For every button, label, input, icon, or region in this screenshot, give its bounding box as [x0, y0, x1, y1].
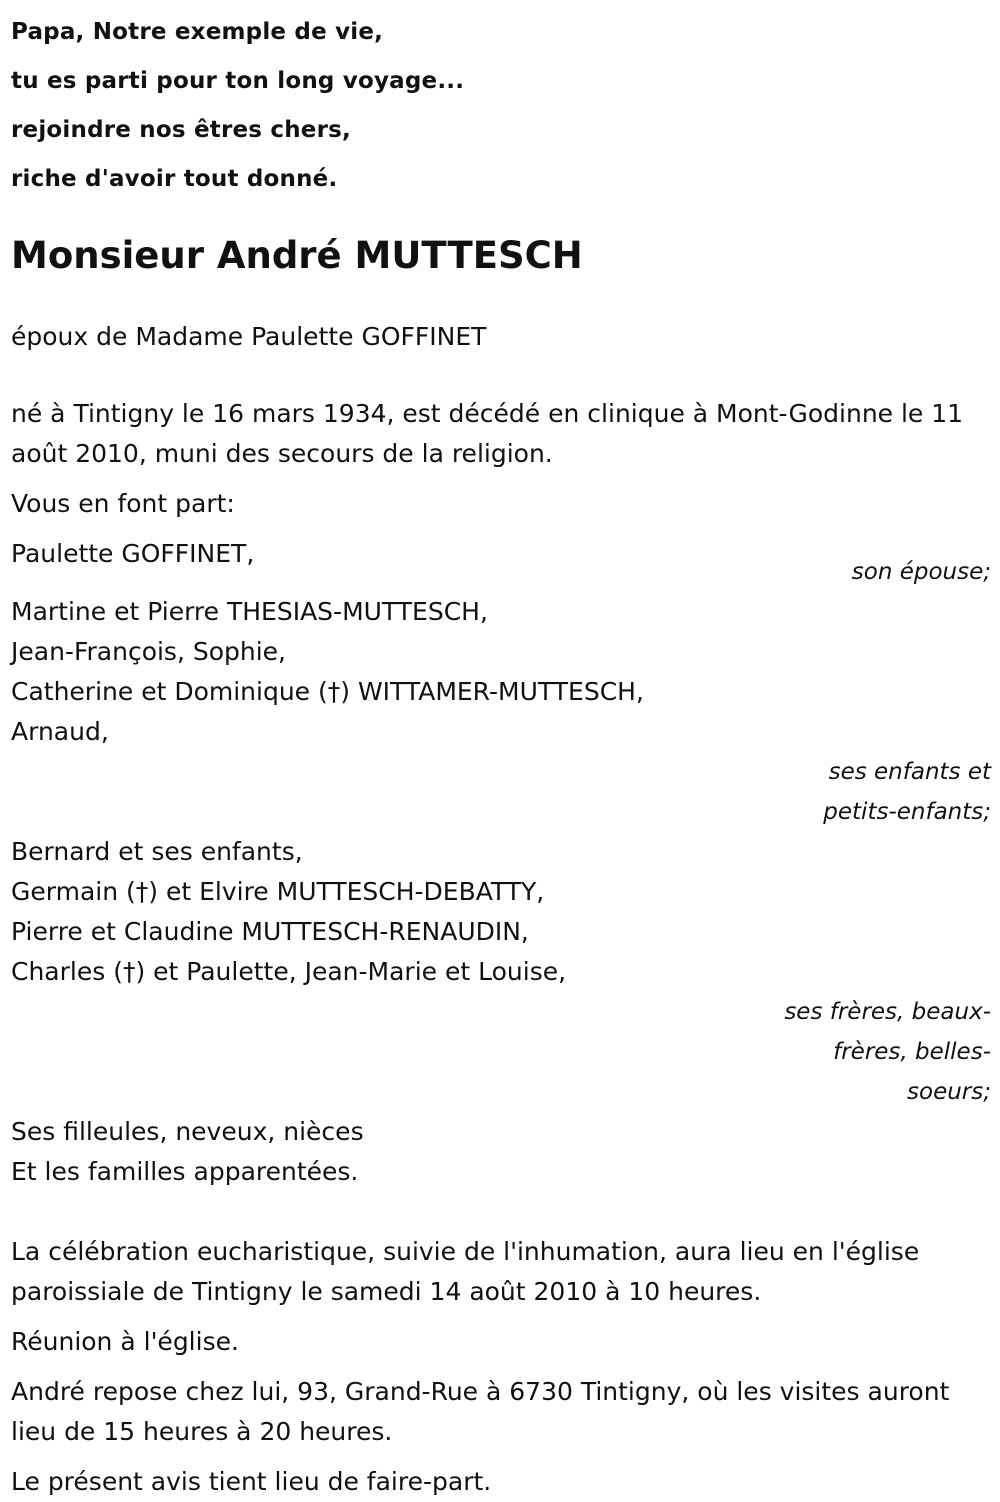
role-line: soeurs; [907, 1079, 991, 1105]
family-line: Et les familles apparentées. [11, 1157, 359, 1186]
relationship-role [11, 752, 991, 832]
family-line: Bernard et ses enfants, [11, 837, 303, 866]
children-group [11, 592, 991, 832]
poem [11, 8, 991, 204]
family-line: Ses filleules, neveux, nièces [11, 1117, 364, 1146]
birth-death-text: né à Tintigny le 16 mars 1934, est décédé en clinique à Mont-Godinne le 11 août 2010, muni des secours de la religion. [11, 399, 964, 468]
family-line: Arnaud, [11, 717, 109, 746]
spouse-line: époux de Madame Paulette GOFFINET [11, 322, 487, 351]
role-line: ses enfants et [828, 759, 991, 785]
role-line: son épouse; [851, 559, 991, 585]
role-line: ses frères, beaux- [784, 999, 991, 1025]
siblings-group [11, 832, 991, 1112]
family-line: Catherine et Dominique (†) WITTAMER-MUTTESCH, [11, 677, 644, 706]
ceremony-text: La célébration eucharistique, suivie de l'inhumation, aura lieu en l'église paroissiale de Tintigny le samedi 14 août 2010 à 10 heures. [11, 1237, 920, 1306]
obituary-notice [11, 0, 991, 1502]
family-line: Paulette GOFFINET, [11, 539, 255, 568]
poem-line: riche d'avoir tout donné. [11, 166, 338, 192]
deceased-name: Monsieur André MUTTESCH [11, 234, 583, 277]
closing-text: Le présent avis tient lieu de faire-part. [11, 1467, 492, 1496]
family-line: Germain (†) et Elvire MUTTESCH-DEBATTY, [11, 877, 545, 906]
relationship-role [11, 992, 991, 1112]
visits-text: André repose chez lui, 93, Grand-Rue à 6730 Tintigny, où les visites auront lieu de 15 heures à 20 heures. [11, 1377, 950, 1446]
poem-line: rejoindre nos êtres chers, [11, 117, 351, 143]
announcers-intro: Vous en font part: [11, 489, 235, 518]
family-line: Jean-François, Sophie, [11, 637, 286, 666]
poem-line: tu es parti pour ton long voyage... [11, 68, 465, 94]
poem-line: Papa, Notre exemple de vie, [11, 19, 384, 45]
family-line: Charles (†) et Paulette, Jean-Marie et Louise, [11, 957, 567, 986]
family-line: Martine et Pierre THESIAS-MUTTESCH, [11, 597, 488, 626]
role-line: frères, belles- [833, 1039, 991, 1065]
meeting-text: Réunion à l'église. [11, 1327, 239, 1356]
role-line: petits-enfants; [823, 799, 991, 825]
spouse-group [11, 534, 991, 592]
extended-family [11, 1112, 991, 1192]
family-line: Pierre et Claudine MUTTESCH-RENAUDIN, [11, 917, 529, 946]
